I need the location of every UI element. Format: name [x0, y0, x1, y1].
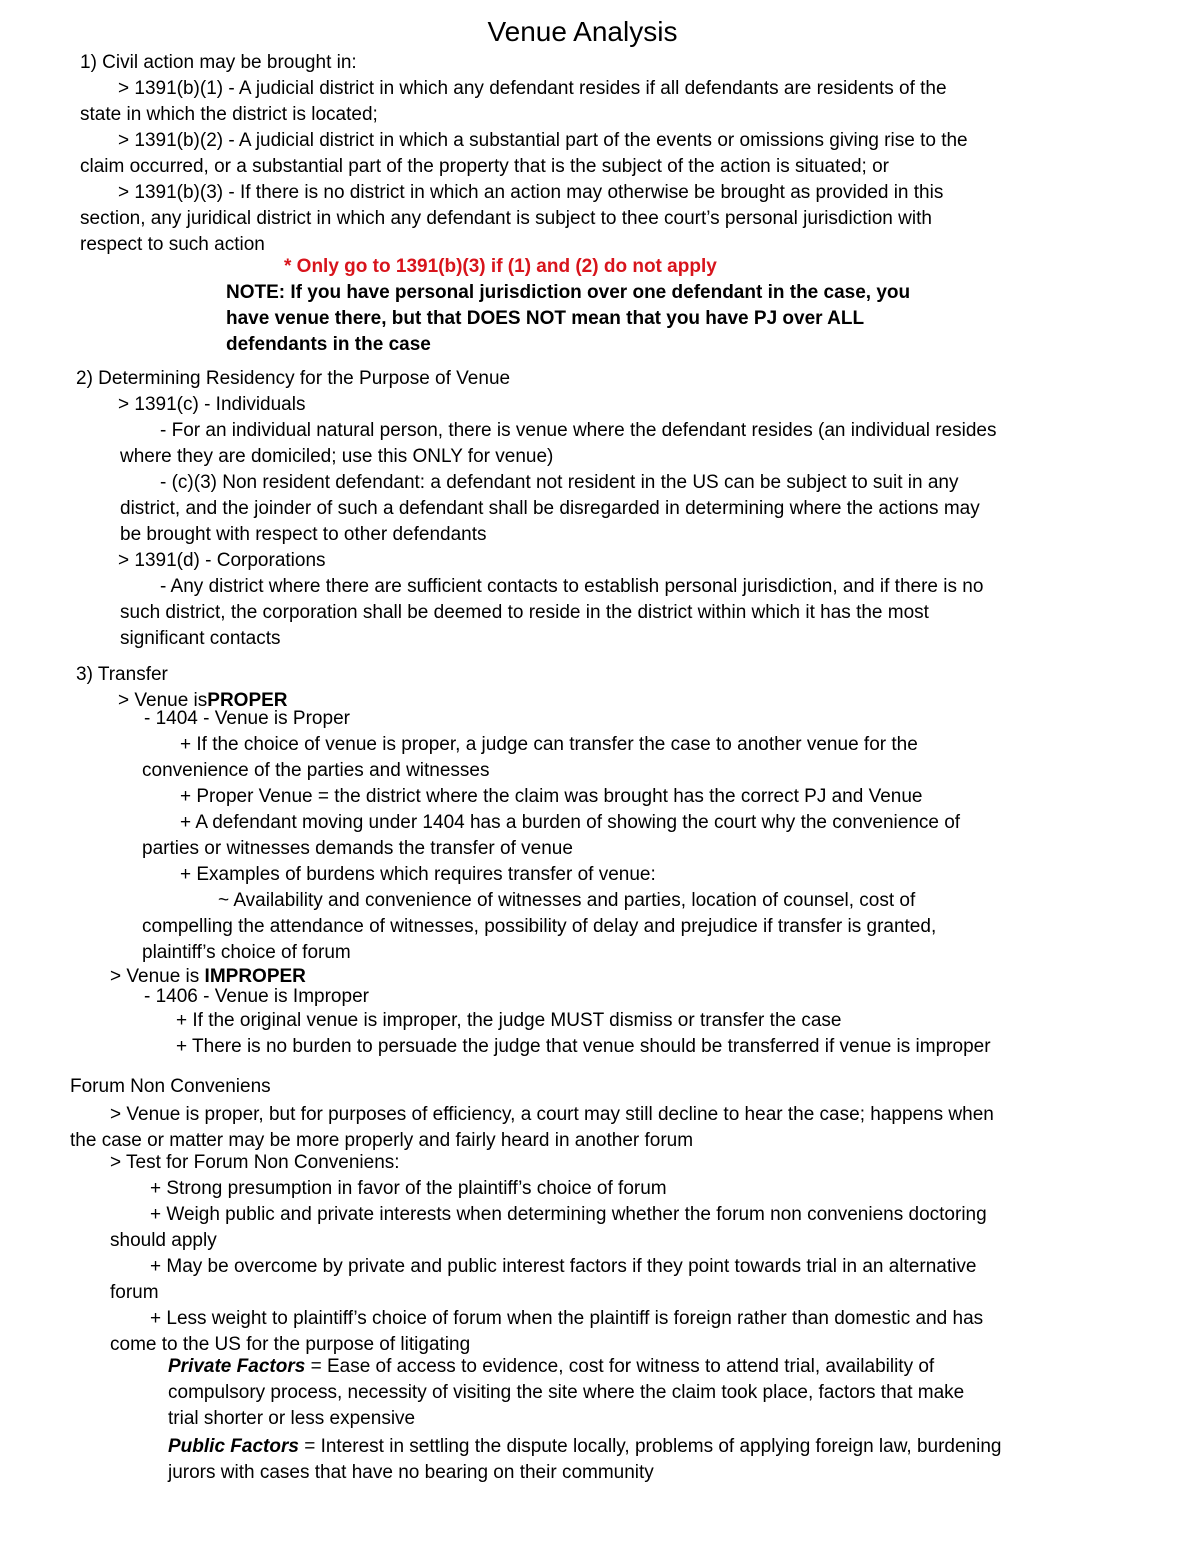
- venue-1391-b1-line: state in which the district is located;: [80, 104, 378, 125]
- forum-non-conveniens-heading: Forum Non Conveniens: [70, 1076, 271, 1097]
- venue-1391-b3-line: section, any juridical district in which any defendant is subject to thee court’s personal jurisdiction with: [80, 208, 932, 229]
- public-factors-text: = Interest in settling the dispute locally, problems of applying foreign law, burdening: [298, 1436, 1002, 1457]
- statute-1406-heading: - 1406 - Venue is Improper: [144, 986, 369, 1007]
- individual-residency-line: where they are domiciled; use this ONLY for venue): [120, 446, 554, 467]
- venue-1391-b2-line: claim occurred, or a substantial part of the property that is the subject of the action is situated; or: [80, 156, 889, 177]
- proper-venue-line: convenience of the parties and witnesses: [142, 760, 490, 781]
- fnc-test-line: + Less weight to plaintiff’s choice of forum when the plaintiff is foreign rather than domestic and has: [150, 1308, 984, 1329]
- venue-1391-b1-line: > 1391(b)(1) - A judicial district in which any defendant resides if all defendants are residents of the: [118, 78, 947, 99]
- pj-note-line: defendants in the case: [226, 334, 431, 355]
- red-note: * Only go to 1391(b)(3) if (1) and (2) do not apply: [284, 256, 717, 277]
- nonresident-defendant-line: - (c)(3) Non resident defendant: a defendant not resident in the US can be subject to suit in any: [160, 472, 959, 493]
- fnc-test-line: come to the US for the purpose of litigating: [110, 1334, 471, 1355]
- fnc-intro-line: > Venue is proper, but for purposes of efficiency, a court may still decline to hear the case; happens when: [110, 1104, 994, 1125]
- proper-venue-line: + Examples of burdens which requires transfer of venue:: [180, 864, 656, 885]
- public-factors-line: jurors with cases that have no bearing on their community: [168, 1462, 654, 1483]
- fnc-test-line: should apply: [110, 1230, 217, 1251]
- fnc-test-line: + May be overcome by private and public interest factors if they point towards trial in an alternative: [150, 1256, 977, 1277]
- pj-note-line: have venue there, but that DOES NOT mean that you have PJ over ALL: [226, 308, 865, 329]
- individual-residency-line: - For an individual natural person, there is venue where the defendant resides (an individual resides: [160, 420, 997, 441]
- fnc-intro-line: the case or matter may be more properly and fairly heard in another forum: [70, 1130, 694, 1151]
- venue-1391-b2-line: > 1391(b)(2) - A judicial district in which a substantial part of the events or omissions giving rise to the: [118, 130, 968, 151]
- proper-venue-line: + If the choice of venue is proper, a judge can transfer the case to another venue for the: [180, 734, 918, 755]
- transfer-burden-line: plaintiff’s choice of forum: [142, 942, 351, 963]
- proper-venue-line: parties or witnesses demands the transfer of venue: [142, 838, 573, 859]
- venue-1391-c-heading: > 1391(c) - Individuals: [118, 394, 306, 415]
- fnc-test-heading: > Test for Forum Non Conveniens:: [110, 1152, 400, 1173]
- corporation-residency-line: significant contacts: [120, 628, 281, 649]
- fnc-test-line: + Weigh public and private interests when determining whether the forum non conveniens doctoring: [150, 1204, 987, 1225]
- improper-venue-line: + If the original venue is improper, the judge MUST dismiss or transfer the case: [176, 1010, 842, 1031]
- fnc-test-line: forum: [110, 1282, 159, 1303]
- venue-improper-word: IMPROPER: [204, 966, 306, 987]
- venue-improper-prefix: > Venue is: [110, 966, 205, 987]
- nonresident-defendant-line: be brought with respect to other defendants: [120, 524, 487, 545]
- venue-proper-prefix: > Venue is: [118, 690, 208, 711]
- transfer-burden-line: compelling the attendance of witnesses, possibility of delay and prejudice if transfer is granted,: [142, 916, 937, 937]
- section-2-heading: 2) Determining Residency for the Purpose of Venue: [76, 368, 511, 389]
- corporation-residency-line: - Any district where there are sufficient contacts to establish personal jurisdiction, and if there is no: [160, 576, 984, 597]
- proper-venue-line: + Proper Venue = the district where the claim was brought has the correct PJ and Venue: [180, 786, 923, 807]
- venue-proper-word: PROPER: [207, 690, 288, 711]
- private-factors-label: Private Factors: [168, 1356, 306, 1377]
- section-3-heading: 3) Transfer: [76, 664, 168, 685]
- private-factors-line: [168, 1354, 934, 1380]
- improper-venue-line: + There is no burden to persuade the judge that venue should be transferred if venue is improper: [176, 1036, 991, 1057]
- private-factors-line: trial shorter or less expensive: [168, 1408, 416, 1429]
- venue-1391-b3-line: respect to such action: [80, 234, 265, 255]
- section-1-heading: 1) Civil action may be brought in:: [80, 52, 357, 73]
- nonresident-defendant-line: district, and the joinder of such a defendant shall be disregarded in determining where the actions may: [120, 498, 980, 519]
- corporation-residency-line: such district, the corporation shall be deemed to reside in the district within which it has the most: [120, 602, 929, 623]
- fnc-test-line: + Strong presumption in favor of the plaintiff’s choice of forum: [150, 1178, 667, 1199]
- transfer-burden-line: ~ Availability and convenience of witnesses and parties, location of counsel, cost of: [218, 890, 916, 911]
- venue-1391-d-heading: > 1391(d) - Corporations: [118, 550, 326, 571]
- statute-1404-heading: - 1404 - Venue is Proper: [144, 708, 350, 729]
- private-factors-text: = Ease of access to evidence, cost for witness to attend trial, availability of: [305, 1356, 935, 1377]
- page-title: Venue Analysis: [487, 16, 678, 47]
- private-factors-line: compulsory process, necessity of visiting the site where the claim took place, factors that make: [168, 1382, 965, 1403]
- pj-note-line: NOTE: If you have personal jurisdiction over one defendant in the case, you: [226, 282, 911, 303]
- public-factors-line: [168, 1434, 1001, 1460]
- public-factors-label: Public Factors: [168, 1436, 299, 1457]
- proper-venue-line: + A defendant moving under 1404 has a burden of showing the court why the convenience of: [180, 812, 961, 833]
- venue-1391-b3-line: > 1391(b)(3) - If there is no district in which an action may otherwise be brought as provided in this: [118, 182, 944, 203]
